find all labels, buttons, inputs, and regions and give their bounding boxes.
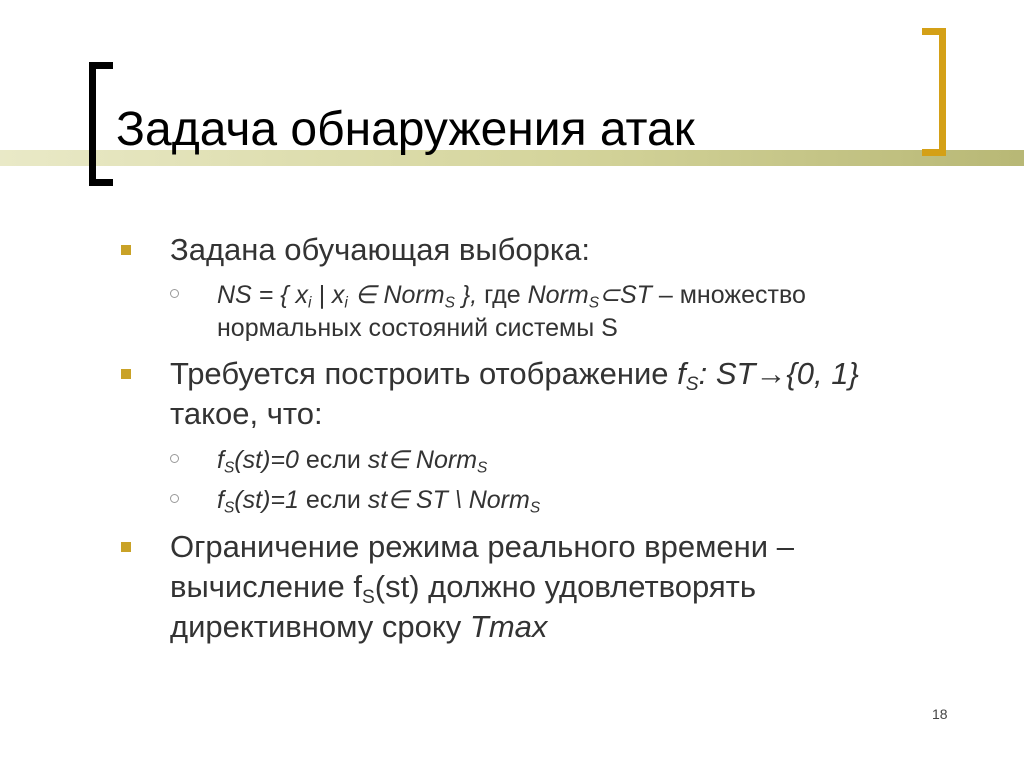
text-pre: Требуется построить отображение [170, 356, 678, 391]
word-gde: где [477, 281, 528, 309]
in-norm: ∈ Norm [347, 281, 445, 309]
expr: (st)=1 [234, 486, 299, 514]
subset-st: ⊂ST [599, 281, 652, 309]
text-mid: (st) должно удовлетворять директивному сроку [170, 569, 757, 644]
subscript-s: S [588, 294, 600, 312]
subscript-s: S [444, 294, 455, 312]
bullet-mapping-requirement [116, 354, 896, 434]
set-open: = { x [251, 281, 309, 309]
set-close: }, [454, 281, 478, 309]
sub-bullet-fs-zero [166, 444, 906, 477]
mapping-expr: : ST→{0, 1} [698, 356, 859, 391]
f-symbol: f [677, 356, 686, 391]
norm-symbol: Norm [527, 281, 589, 309]
slide-number: 18 [932, 706, 948, 722]
bar-x: | x [311, 281, 345, 309]
square-bullet-icon [121, 542, 131, 552]
sub-bullet-text [217, 279, 906, 345]
word-esli: если [298, 486, 368, 514]
ns-symbol: NS [217, 281, 252, 309]
subscript-s: S [529, 499, 541, 517]
subscript-s: S [361, 586, 375, 608]
right-bracket-decoration [922, 28, 946, 156]
subscript-s: S [223, 459, 235, 477]
circle-bullet-icon [170, 494, 179, 503]
left-bracket-decoration [89, 62, 113, 186]
index-i: i [344, 294, 348, 312]
subscript-s: S [477, 459, 488, 477]
text-post: такое, что: [170, 396, 323, 431]
st-in-st-minus-norm: st∈ ST \ Norm [367, 486, 530, 514]
sub-bullet-ns-definition [166, 279, 906, 345]
slide-title: Задача обнаружения атак [116, 103, 695, 156]
bullet-realtime-constraint [116, 527, 896, 647]
subscript-s: S [223, 499, 235, 517]
st-in-norm: st∈ Norm [367, 446, 478, 474]
sub-bullet-text [217, 484, 906, 517]
bullet-text: Задана обучающая выборка: [170, 232, 590, 267]
square-bullet-icon [121, 245, 131, 255]
circle-bullet-icon [170, 289, 179, 298]
f-symbol: f [217, 486, 224, 514]
bullet-text [170, 527, 896, 647]
tmax-symbol: Tmax [469, 609, 548, 644]
text-pre: Ограничение режима реального времени – вычисление f [170, 529, 794, 604]
circle-bullet-icon [170, 454, 179, 463]
square-bullet-icon [121, 369, 131, 379]
subscript-s: S [685, 373, 699, 395]
description-text: – множество нормальных состояний системы S [217, 281, 806, 342]
index-i: i [308, 294, 312, 312]
sub-bullet-fs-one [166, 484, 906, 517]
word-esli: если [298, 446, 368, 474]
bullet-text [170, 354, 896, 434]
expr: (st)=0 [234, 446, 299, 474]
sub-bullet-text [217, 444, 906, 477]
bullet-training-sample [116, 230, 896, 270]
f-symbol: f [217, 446, 224, 474]
